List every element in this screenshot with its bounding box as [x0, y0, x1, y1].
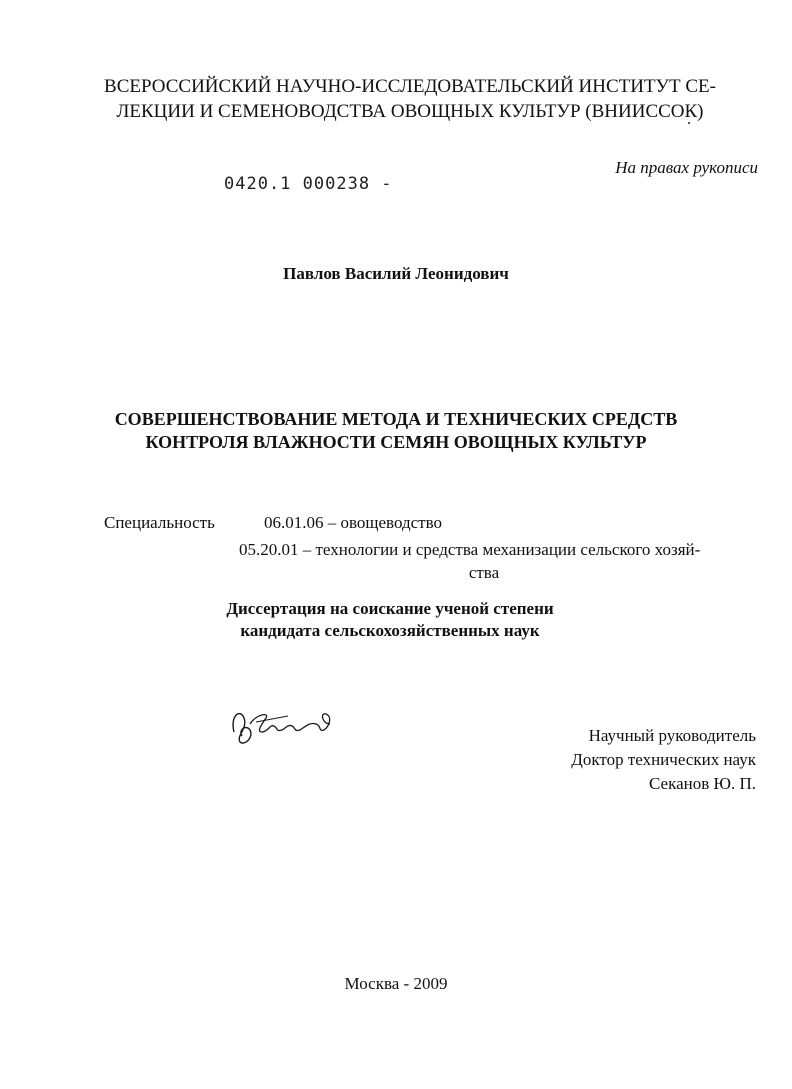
city-year: Москва - 2009	[344, 974, 448, 993]
rights-note: На правах рукописи	[615, 158, 758, 177]
supervisor-degree: Доктор технических наук	[571, 750, 756, 769]
dissertation-title	[60, 408, 732, 454]
registration-number: 0420.1 000238 -	[224, 174, 393, 194]
title-line-1: СОВЕРШЕНСТВОВАНИЕ МЕТОДА И ТЕХНИЧЕСКИХ СРЕДСТВ	[114, 409, 678, 429]
supervisor-block	[571, 724, 756, 796]
handwritten-signature	[226, 702, 346, 752]
specialty-code-2-text: 05.20.01 – технологии и средства механизации сельского хозяй-	[239, 540, 701, 559]
scan-speck	[688, 122, 690, 124]
institute-name	[100, 74, 720, 124]
title-line-2: КОНТРОЛЯ ВЛАЖНОСТИ СЕМЯН ОВОЩНЫХ КУЛЬТУР	[145, 432, 647, 452]
degree-statement	[180, 598, 600, 642]
specialty-code-2-continuation: ства	[468, 563, 500, 582]
specialty-label: Специальность	[104, 513, 215, 532]
specialty-code-2	[239, 538, 759, 584]
institute-line-2: ЛЕКЦИИ И СЕМЕНОВОДСТВА ОВОЩНЫХ КУЛЬТУР (ВНИИССОК)	[116, 101, 704, 122]
supervisor-name: Секанов Ю. П.	[648, 774, 756, 793]
institute-line-1: ВСЕРОССИЙСКИЙ НАУЧНО-ИССЛЕДОВАТЕЛЬСКИЙ ИНСТИТУТ СЕ-	[104, 76, 716, 97]
author-name: Павлов Василий Леонидович	[283, 264, 509, 283]
degree-line-1: Диссертация на соискание ученой степени	[226, 599, 554, 618]
degree-line-2: кандидата сельскохозяйственных наук	[240, 621, 540, 640]
supervisor-role: Научный руководитель	[588, 726, 756, 745]
specialty-code-1: 06.01.06 – овощеводство	[264, 513, 443, 532]
